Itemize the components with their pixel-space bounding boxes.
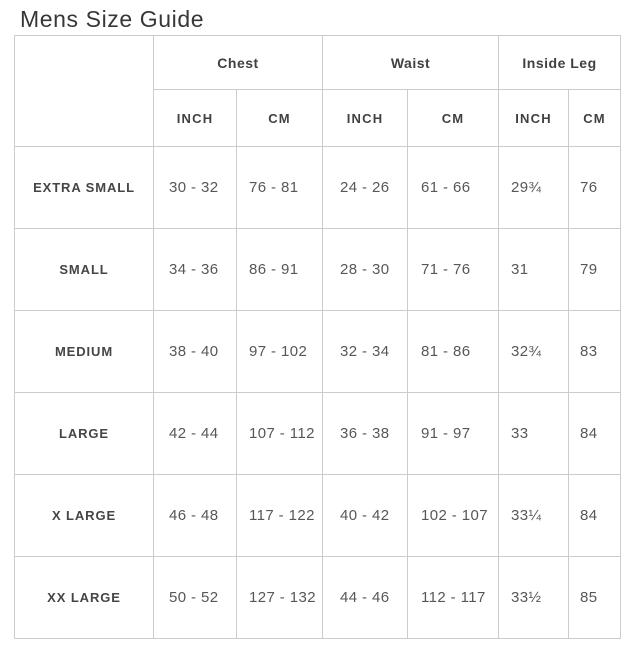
table-row [15, 229, 621, 311]
inside-leg-cm-value: 83 [569, 311, 621, 393]
chest-inch-value: 42 - 44 [154, 393, 237, 475]
table-row [15, 147, 621, 229]
chest-inch-value: 50 - 52 [154, 557, 237, 639]
chest-inch-value: 46 - 48 [154, 475, 237, 557]
inside-leg-cm-value: 84 [569, 475, 621, 557]
column-group-inside-leg: Inside Leg [499, 36, 621, 90]
inside-leg-inch-value: 33½ [499, 557, 569, 639]
size-guide-table [14, 35, 621, 639]
corner-cell [15, 36, 154, 147]
column-group-chest: Chest [154, 36, 323, 90]
size-label: MEDIUM [15, 311, 154, 393]
chest-cm-value: 117 - 122 [237, 475, 323, 557]
chest-inch-value: 34 - 36 [154, 229, 237, 311]
size-label: SMALL [15, 229, 154, 311]
chest-cm-value: 107 - 112 [237, 393, 323, 475]
waist-cm-value: 102 - 107 [408, 475, 499, 557]
inside-leg-cm-value: 85 [569, 557, 621, 639]
waist-inch-value: 40 - 42 [323, 475, 408, 557]
waist-inch-value: 44 - 46 [323, 557, 408, 639]
chest-inch-header: INCH [154, 90, 237, 147]
inside-leg-inch-value: 32¾ [499, 311, 569, 393]
chest-cm-value: 127 - 132 [237, 557, 323, 639]
size-guide-page [0, 5, 631, 651]
waist-inch-value: 32 - 34 [323, 311, 408, 393]
size-label: LARGE [15, 393, 154, 475]
size-label: EXTRA SMALL [15, 147, 154, 229]
waist-cm-value: 81 - 86 [408, 311, 499, 393]
size-label: XX LARGE [15, 557, 154, 639]
table-group-header-row [15, 36, 621, 90]
chest-inch-value: 38 - 40 [154, 311, 237, 393]
waist-cm-value: 71 - 76 [408, 229, 499, 311]
waist-inch-value: 36 - 38 [323, 393, 408, 475]
inside-leg-cm-value: 84 [569, 393, 621, 475]
size-label: X LARGE [15, 475, 154, 557]
inside-leg-cm-header: CM [569, 90, 621, 147]
inside-leg-cm-value: 79 [569, 229, 621, 311]
inside-leg-inch-value: 29¾ [499, 147, 569, 229]
page-title: Mens Size Guide [20, 6, 205, 32]
waist-cm-value: 91 - 97 [408, 393, 499, 475]
waist-cm-value: 61 - 66 [408, 147, 499, 229]
table-row [15, 557, 621, 639]
waist-inch-value: 28 - 30 [323, 229, 408, 311]
waist-cm-header: CM [408, 90, 499, 147]
table-row [15, 311, 621, 393]
inside-leg-cm-value: 76 [569, 147, 621, 229]
column-group-waist: Waist [323, 36, 499, 90]
inside-leg-inch-header: INCH [499, 90, 569, 147]
inside-leg-inch-value: 31 [499, 229, 569, 311]
chest-cm-value: 97 - 102 [237, 311, 323, 393]
chest-cm-header: CM [237, 90, 323, 147]
chest-cm-value: 76 - 81 [237, 147, 323, 229]
waist-cm-value: 112 - 117 [408, 557, 499, 639]
chest-cm-value: 86 - 91 [237, 229, 323, 311]
table-row [15, 475, 621, 557]
inside-leg-inch-value: 33¼ [499, 475, 569, 557]
waist-inch-header: INCH [323, 90, 408, 147]
table-row [15, 393, 621, 475]
chest-inch-value: 30 - 32 [154, 147, 237, 229]
waist-inch-value: 24 - 26 [323, 147, 408, 229]
inside-leg-inch-value: 33 [499, 393, 569, 475]
